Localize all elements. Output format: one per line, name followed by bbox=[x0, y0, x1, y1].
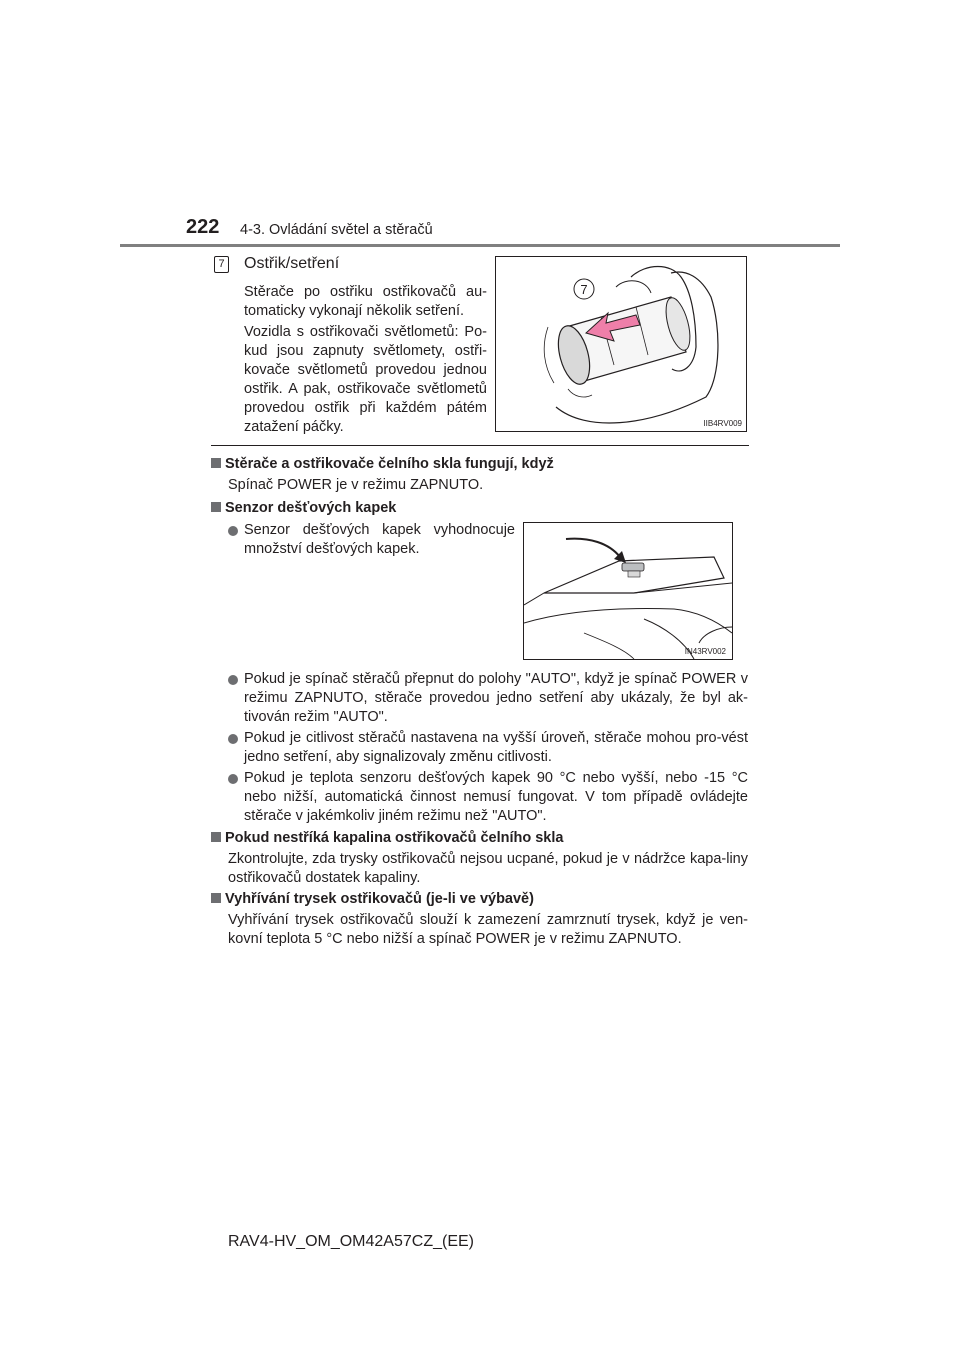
item-paragraph-1: Stěrače po ostřiku ostřikovačů au-tomaticky vykonají několik setření. bbox=[244, 284, 487, 319]
round-bullet-icon bbox=[228, 675, 238, 685]
section-heading-2: Senzor dešťových kapek bbox=[211, 499, 396, 517]
hand-lever-illustration bbox=[496, 257, 746, 431]
section-heading-3: Pokud nestříká kapalina ostřikovačů čelního skla bbox=[211, 829, 563, 847]
square-bullet-icon bbox=[211, 502, 221, 512]
page-number: 222 bbox=[186, 216, 220, 238]
figure-code: IN43RV002 bbox=[684, 647, 726, 656]
round-bullet-icon bbox=[228, 526, 238, 536]
figure-callout: 7 bbox=[580, 282, 588, 297]
round-bullet-icon bbox=[228, 774, 238, 784]
item-paragraph-2: Vozidla s ostřikovači světlometů: Po-kud jsou zapnuty světlomety, ostři-kovače světlometů provedou jednou ostřik. A pak, ostřikovače světlometů provedou ostřik při každém pátém zatažení páčky. bbox=[244, 324, 487, 435]
section-heading-4: Vyhřívání trysek ostřikovačů (je-li ve výbavě) bbox=[211, 890, 534, 908]
square-bullet-icon bbox=[211, 893, 221, 903]
document-code: RAV4-HV_OM_OM42A57CZ_(EE) bbox=[228, 1233, 474, 1250]
bullet-item: Pokud je citlivost stěračů nastavena na vyšší úroveň, stěrače mohou pro-vést jedno setření, aby signalizovaly změnu citlivosti. bbox=[244, 730, 748, 765]
bullet-item: Pokud je spínač stěračů přepnut do polohy "AUTO", když je spínač POWER v režimu ZAPNUTO, stěrače provedou jedno setření aby ukázaly, že byl ak-tivován režim "AUTO". bbox=[244, 671, 748, 725]
section-title: 4-3. Ovládání světel a stěračů bbox=[240, 222, 433, 238]
wiper-lever-figure bbox=[495, 256, 747, 432]
rain-sensor-figure bbox=[523, 522, 733, 660]
bullet-item: Senzor dešťových kapek vyhodnocuje množství dešťových kapek. bbox=[244, 522, 515, 557]
square-bullet-icon bbox=[211, 458, 221, 468]
item-heading: Ostřik/setření bbox=[244, 255, 340, 272]
section-text-1: Spínač POWER je v režimu ZAPNUTO. bbox=[228, 477, 484, 493]
windshield-sensor-illustration bbox=[524, 523, 732, 659]
header-rule bbox=[120, 244, 840, 247]
square-bullet-icon bbox=[211, 832, 221, 842]
round-bullet-icon bbox=[228, 734, 238, 744]
separator-rule bbox=[211, 445, 749, 446]
item-marker: 7 bbox=[214, 256, 229, 273]
section-text-4: Vyhřívání trysek ostřikovačů slouží k zamezení zamrznutí trysek, když je ven-kovní teplota 5 °C nebo nižší a spínač POWER je v režimu ZAPNUTO. bbox=[228, 912, 748, 947]
figure-code: IIB4RV009 bbox=[703, 419, 742, 428]
section-heading-1: Stěrače a ostřikovače čelního skla fungují, když bbox=[211, 455, 554, 473]
section-text-3: Zkontrolujte, zda trysky ostřikovačů nejsou ucpané, pokud je v nádržce kapa-liny ostřikovačů dostatek kapaliny. bbox=[228, 851, 748, 886]
bullet-item: Pokud je teplota senzoru dešťových kapek 90 °C nebo vyšší, nebo -15 °C nebo nižší, automatická činnost nemusí fungovat. V tom případě ovládejte stěrače v jakémkoliv jiném režimu než "AUTO". bbox=[244, 770, 748, 824]
